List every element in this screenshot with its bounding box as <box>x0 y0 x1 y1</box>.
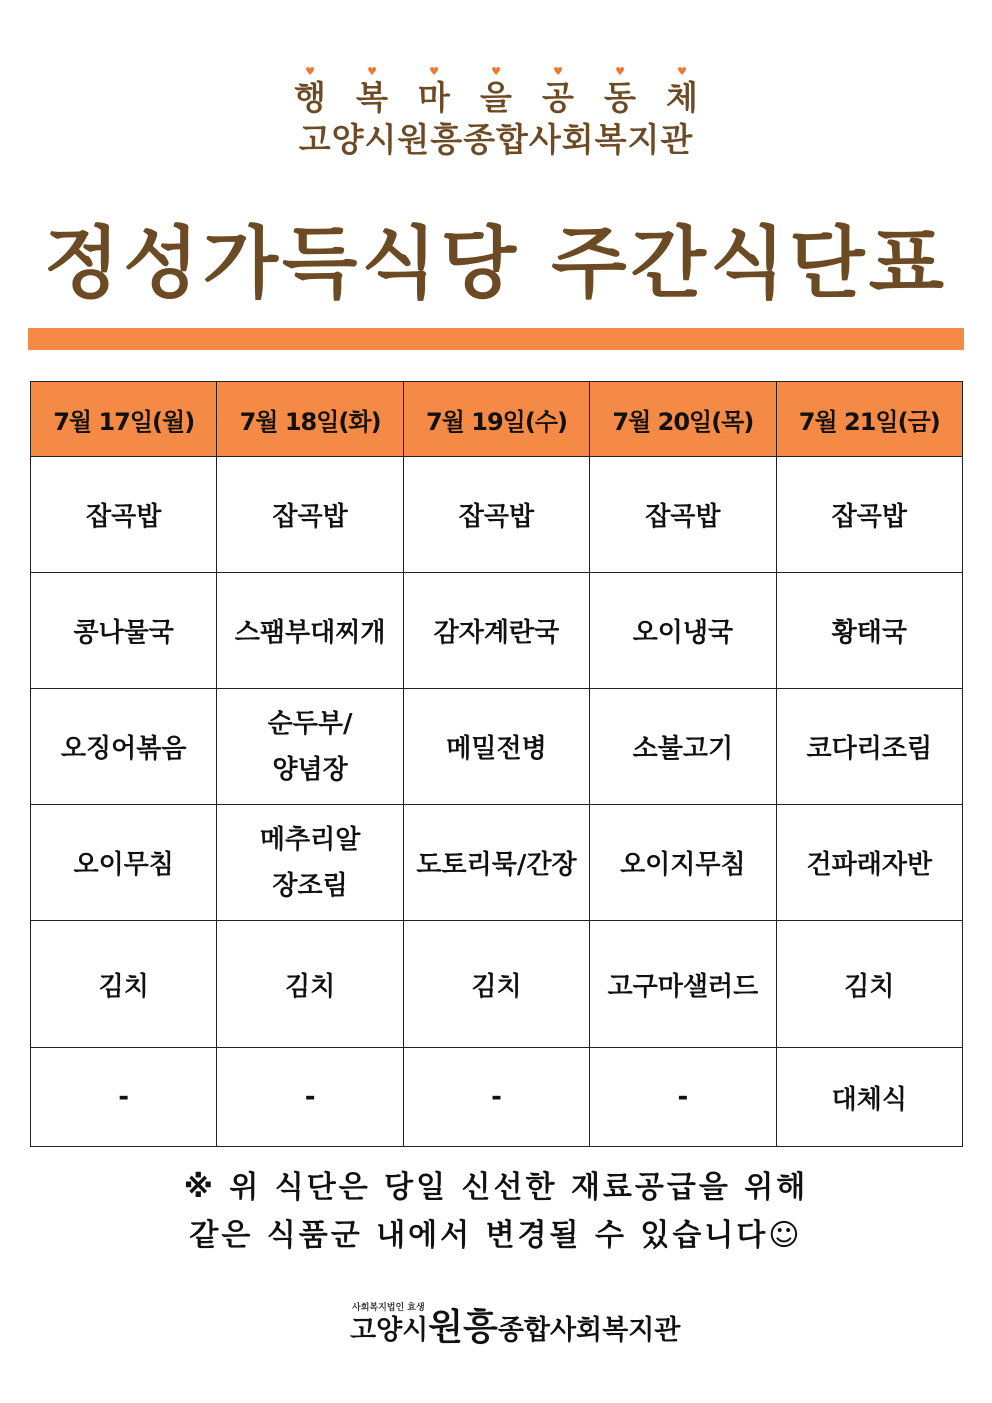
day-header: 7월 20일(목) <box>590 382 776 457</box>
table-row <box>31 921 963 1048</box>
notice-line: ※ 위 식단은 당일 신선한 재료공급을 위해 <box>183 1170 809 1205</box>
motto-char: ♥ 마 <box>418 65 450 117</box>
heart-icon: ♥ <box>615 65 625 78</box>
org-name: 고양시원흥종합사회복지관 <box>298 120 694 159</box>
heart-icon: ♥ <box>553 65 563 78</box>
menu-cell: 잡곡밥 <box>31 457 217 573</box>
menu-cell: - <box>590 1048 776 1147</box>
menu-cell: 소불고기 <box>590 689 776 805</box>
menu-cell-line: 순두부/ <box>267 708 353 739</box>
menu-cell: 스팸부대찌개 <box>217 573 403 689</box>
menu-cell: 오이냉국 <box>590 573 776 689</box>
table-row <box>31 805 963 921</box>
table-header-row <box>31 382 963 457</box>
menu-cell: - <box>217 1048 403 1147</box>
motto-char: ♥ 공 <box>542 65 574 117</box>
footer-foundation-name: 사회복지법인 효생 <box>352 1303 425 1313</box>
footer-org-name: 고양시원흥종합사회복지관 <box>350 1307 681 1348</box>
menu-cell: 콩나물국 <box>31 573 217 689</box>
menu-cell: 잡곡밥 <box>590 457 776 573</box>
menu-cell: 오이무침 <box>31 805 217 921</box>
table-row <box>31 457 963 573</box>
menu-cell: 김치 <box>776 921 962 1048</box>
menu-cell: 잡곡밥 <box>217 457 403 573</box>
divider-bar <box>28 328 964 350</box>
menu-cell: 감자계란국 <box>403 573 589 689</box>
menu-cell: 김치 <box>403 921 589 1048</box>
menu-cell: 황태국 <box>776 573 962 689</box>
day-header: 7월 17일(월) <box>31 382 217 457</box>
motto-char: ♥ 동 <box>604 65 636 117</box>
menu-cell: 잡곡밥 <box>403 457 589 573</box>
motto-char: ♥ 체 <box>666 65 698 117</box>
menu-cell: 건파래자반 <box>776 805 962 921</box>
menu-cell: 메밀전병 <box>403 689 589 805</box>
table-row <box>31 573 963 689</box>
menu-cell: 대체식 <box>776 1048 962 1147</box>
menu-cell: 코다리조림 <box>776 689 962 805</box>
menu-cell: 잡곡밥 <box>776 457 962 573</box>
table-row <box>31 689 963 805</box>
day-header: 7월 21일(금) <box>776 382 962 457</box>
menu-cell <box>217 689 403 805</box>
menu-cell: 김치 <box>31 921 217 1048</box>
notice-line: 같은 식품군 내에서 변경될 수 있습니다☺ <box>189 1218 803 1253</box>
heart-icon: ♥ <box>367 65 377 78</box>
heart-icon: ♥ <box>305 65 315 78</box>
table-row <box>31 1048 963 1147</box>
motto-char: ♥ 을 <box>480 65 512 117</box>
org-motto <box>0 65 992 120</box>
menu-cell-line: 메추리알 <box>259 824 361 855</box>
menu-cell-line: 장조림 <box>272 870 348 901</box>
menu-cell: 오징어볶음 <box>31 689 217 805</box>
heart-icon: ♥ <box>491 65 501 78</box>
heart-icon: ♥ <box>429 65 439 78</box>
menu-cell: 김치 <box>217 921 403 1048</box>
page-title: 정성가득식당 주간식단표 <box>44 219 948 309</box>
menu-cell: 오이지무침 <box>590 805 776 921</box>
footer-logo <box>350 1300 681 1360</box>
day-header: 7월 18일(화) <box>217 382 403 457</box>
motto-char: ♥ 행 <box>294 65 326 117</box>
menu-cell: - <box>403 1048 589 1147</box>
menu-cell: - <box>31 1048 217 1147</box>
menu-cell: 도토리묵/간장 <box>403 805 589 921</box>
weekly-menu-table <box>30 381 963 1147</box>
day-header: 7월 19일(수) <box>403 382 589 457</box>
motto-char: ♥ 복 <box>356 65 388 117</box>
menu-cell: 고구마샐러드 <box>590 921 776 1048</box>
menu-cell <box>217 805 403 921</box>
heart-icon: ♥ <box>677 65 687 78</box>
menu-cell-line: 양념장 <box>272 754 348 785</box>
